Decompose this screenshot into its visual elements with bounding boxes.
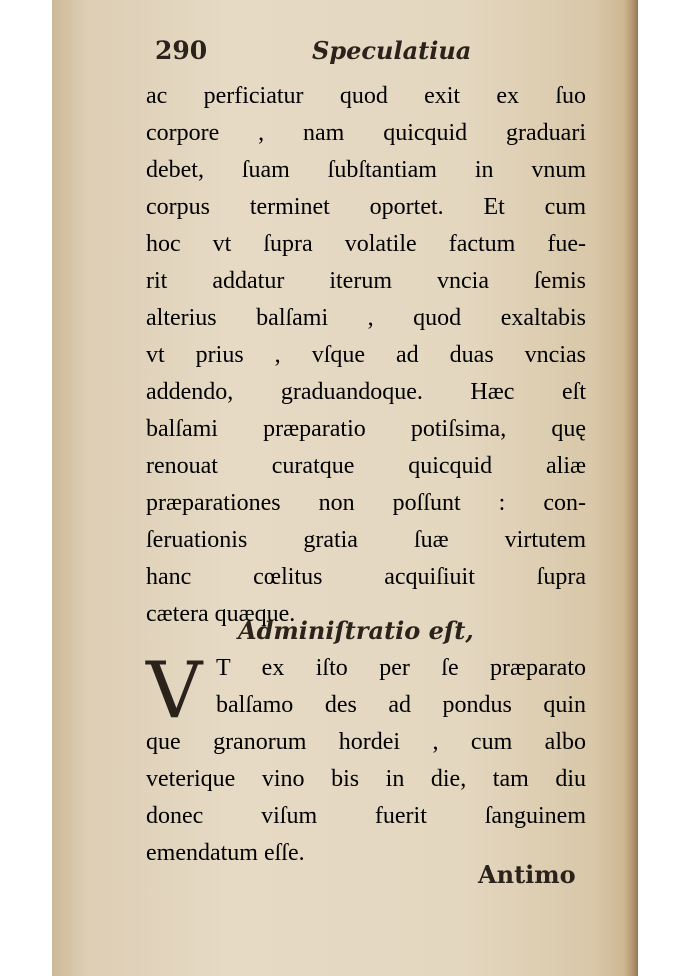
text-line: balſamo des ad pondus quin xyxy=(216,692,586,718)
text-line: corpore , nam quicquid graduari xyxy=(146,120,586,146)
text-line: corpus terminet oportet. Et cum xyxy=(146,194,586,220)
catchword: Antimo xyxy=(478,860,576,889)
second-paragraph xyxy=(146,646,586,872)
page-edge-shadow xyxy=(624,0,638,976)
text-line: cætera quæque. xyxy=(146,601,296,627)
text-line: T ex iſto per ſe præparato xyxy=(216,655,586,681)
text-line: ac perficiatur quod exit ex ſuo xyxy=(146,83,586,109)
running-title: Speculatiua xyxy=(312,36,472,65)
text-line: renouat curatque quicquid aliæ xyxy=(146,453,586,479)
text-line: emendatum eſſe. xyxy=(146,840,305,866)
text-line: hanc cœlitus acquiſiuit ſupra xyxy=(146,564,586,590)
text-line: rit addatur iterum vncia ſemis xyxy=(146,268,586,294)
text-line: præparationes non poſſunt : con- xyxy=(146,490,586,516)
text-line: alterius balſami , quod exaltabis xyxy=(146,305,586,331)
text-line: ſeruationis gratia ſuæ virtutem xyxy=(146,527,586,553)
text-line: veterique vino bis in die, tam diu xyxy=(146,766,586,792)
section-heading: Adminiſtratio eſt, xyxy=(238,616,474,645)
text-line: vt prius , vſque ad duas vncias xyxy=(146,342,586,368)
drop-cap-initial: V xyxy=(146,646,203,736)
text-line: debet, ſuam ſubſtantiam in vnum xyxy=(146,157,586,183)
page-number: 290 xyxy=(155,36,208,65)
text-line: donec viſum fuerit ſanguinem xyxy=(146,803,586,829)
text-line: hoc vt ſupra volatile factum fue- xyxy=(146,231,586,257)
text-line: balſami præparatio potiſsima, quę xyxy=(146,416,586,442)
text-line: que granorum hordei , cum albo xyxy=(146,729,586,755)
main-paragraph xyxy=(146,78,586,633)
text-line: addendo, graduandoque. Hæc eſt xyxy=(146,379,586,405)
running-head xyxy=(155,36,472,68)
